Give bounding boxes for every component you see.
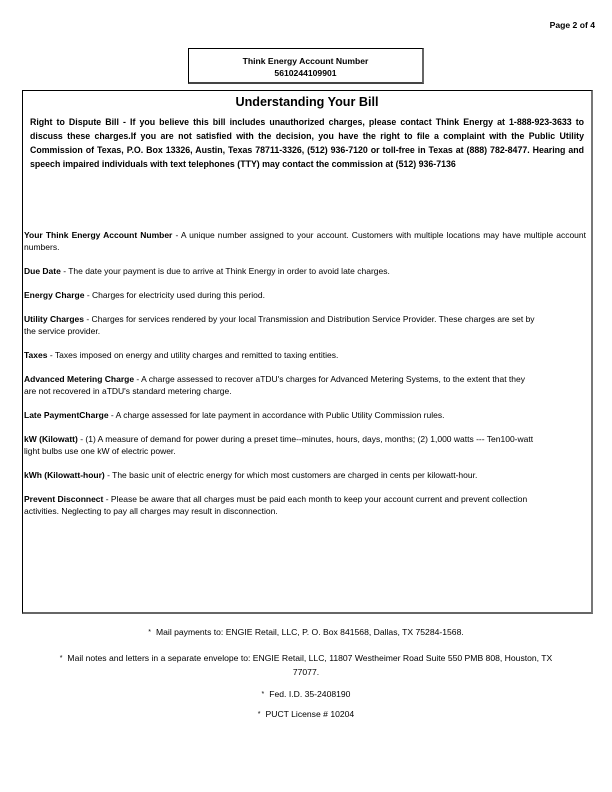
account-number-label: Think Energy Account Number	[242, 56, 369, 66]
asterisk-bullet: *	[261, 691, 265, 698]
definition-term: Late PaymentCharge	[24, 410, 109, 420]
definition-term: Advanced Metering Charge	[24, 374, 135, 384]
definition-prevent-disconnect	[24, 493, 586, 517]
puct-license-note	[0, 708, 612, 722]
puct-license-text: PUCT License # 10204	[265, 709, 355, 719]
mail-payments-note	[0, 626, 612, 640]
account-number-box	[188, 48, 424, 84]
definition-text: - Taxes imposed on energy and utility charges and remitted to taxing entities.	[47, 350, 339, 360]
definition-text: - Charges for electricity used during this period.	[84, 290, 265, 300]
definition-taxes	[24, 349, 586, 361]
mail-notes-note	[0, 652, 612, 678]
definition-term: Your Think Energy Account Number	[24, 230, 173, 240]
asterisk-bullet: *	[257, 711, 261, 718]
definition-energy-charge	[24, 289, 586, 301]
fed-id-note	[0, 688, 612, 702]
definition-due-date	[24, 265, 586, 277]
definition-term: Utility Charges	[24, 314, 84, 324]
definition-term: Taxes	[24, 350, 48, 360]
definition-text: - Please be aware that all charges must be paid each month to keep your account current and prevent collection activities. Neglecting to pay all charges may result in disconnection.	[24, 494, 528, 516]
right-to-dispute-paragraph: Right to Dispute Bill - If you believe this bill includes unauthorized charges, please contact Think Energy at 1-888-923-3633 to discuss these charges.If you are not satisfied with the decision, you have the right to file a complaint with the Public Utility Commission of Texas, P.O. Box 13326, Austin, Texas 78711-3326, (512) 936-7120 or toll-free in Texas at (888) 782-8477. Hearing and speech impaired individuals with text telephones (TTY) may contact the commission at (512) 936-7136	[30, 117, 584, 170]
definition-text: - Charges for services rendered by your local Transmission and Distribution Service Provider. These charges are set by the service provider.	[24, 314, 535, 336]
definition-text: - The date your payment is due to arrive at Think Energy in order to avoid late charges.	[60, 266, 390, 276]
account-number-value: 5610244109901	[274, 68, 337, 78]
definition-kilowatt-hour	[24, 469, 586, 481]
page-number: Page 2 of 4	[549, 20, 595, 30]
definition-text: - The basic unit of electric energy for which most customers are charged in cents per kilowatt-hour.	[104, 470, 478, 480]
definition-term: kW (Kilowatt)	[24, 434, 78, 444]
asterisk-bullet: *	[148, 629, 151, 636]
definition-term: Due Date	[24, 266, 61, 276]
definition-term: Prevent Disconnect	[24, 494, 104, 504]
section-title: Understanding Your Bill	[235, 95, 379, 109]
definition-term: Energy Charge	[24, 290, 85, 300]
mail-notes-text: Mail notes and letters in a separate envelope to: ENGIE Retail, LLC, 11807 Westheimer Road Suite 550 PMB 808, Houston, TX 77077.	[67, 653, 553, 677]
definition-kilowatt	[24, 433, 586, 457]
mail-payments-text: Mail payments to: ENGIE Retail, LLC, P. O. Box 841568, Dallas, TX 75284-1568.	[155, 627, 464, 637]
definitions-list	[24, 229, 586, 529]
definition-text: - A unique number assigned to your account. Customers with multiple locations may have multiple account numbers.	[24, 230, 586, 252]
fed-id-text: Fed. I.D. 35-2408190	[269, 689, 351, 699]
definition-term: kWh (Kilowatt-hour)	[24, 470, 105, 480]
definition-text: - (1) A measure of demand for power during a preset time--minutes, hours, days, months; (2) 1,000 watts --- Ten100-watt light bulbs use one kW of electric power.	[24, 434, 534, 456]
definition-text: - A charge assessed for late payment in accordance with Public Utility Commission rules.	[108, 410, 445, 420]
definition-late-payment-charge	[24, 409, 586, 421]
definition-text: - A charge assessed to recover aTDU's charges for Advanced Metering Systems, to the extent that they are not recovered in aTDU's standard metering charge.	[24, 374, 525, 396]
definition-advanced-metering-charge	[24, 373, 586, 397]
understanding-your-bill-section	[22, 90, 593, 614]
definition-account-number	[24, 229, 586, 253]
asterisk-bullet: *	[59, 655, 63, 662]
definition-utility-charges	[24, 313, 586, 337]
